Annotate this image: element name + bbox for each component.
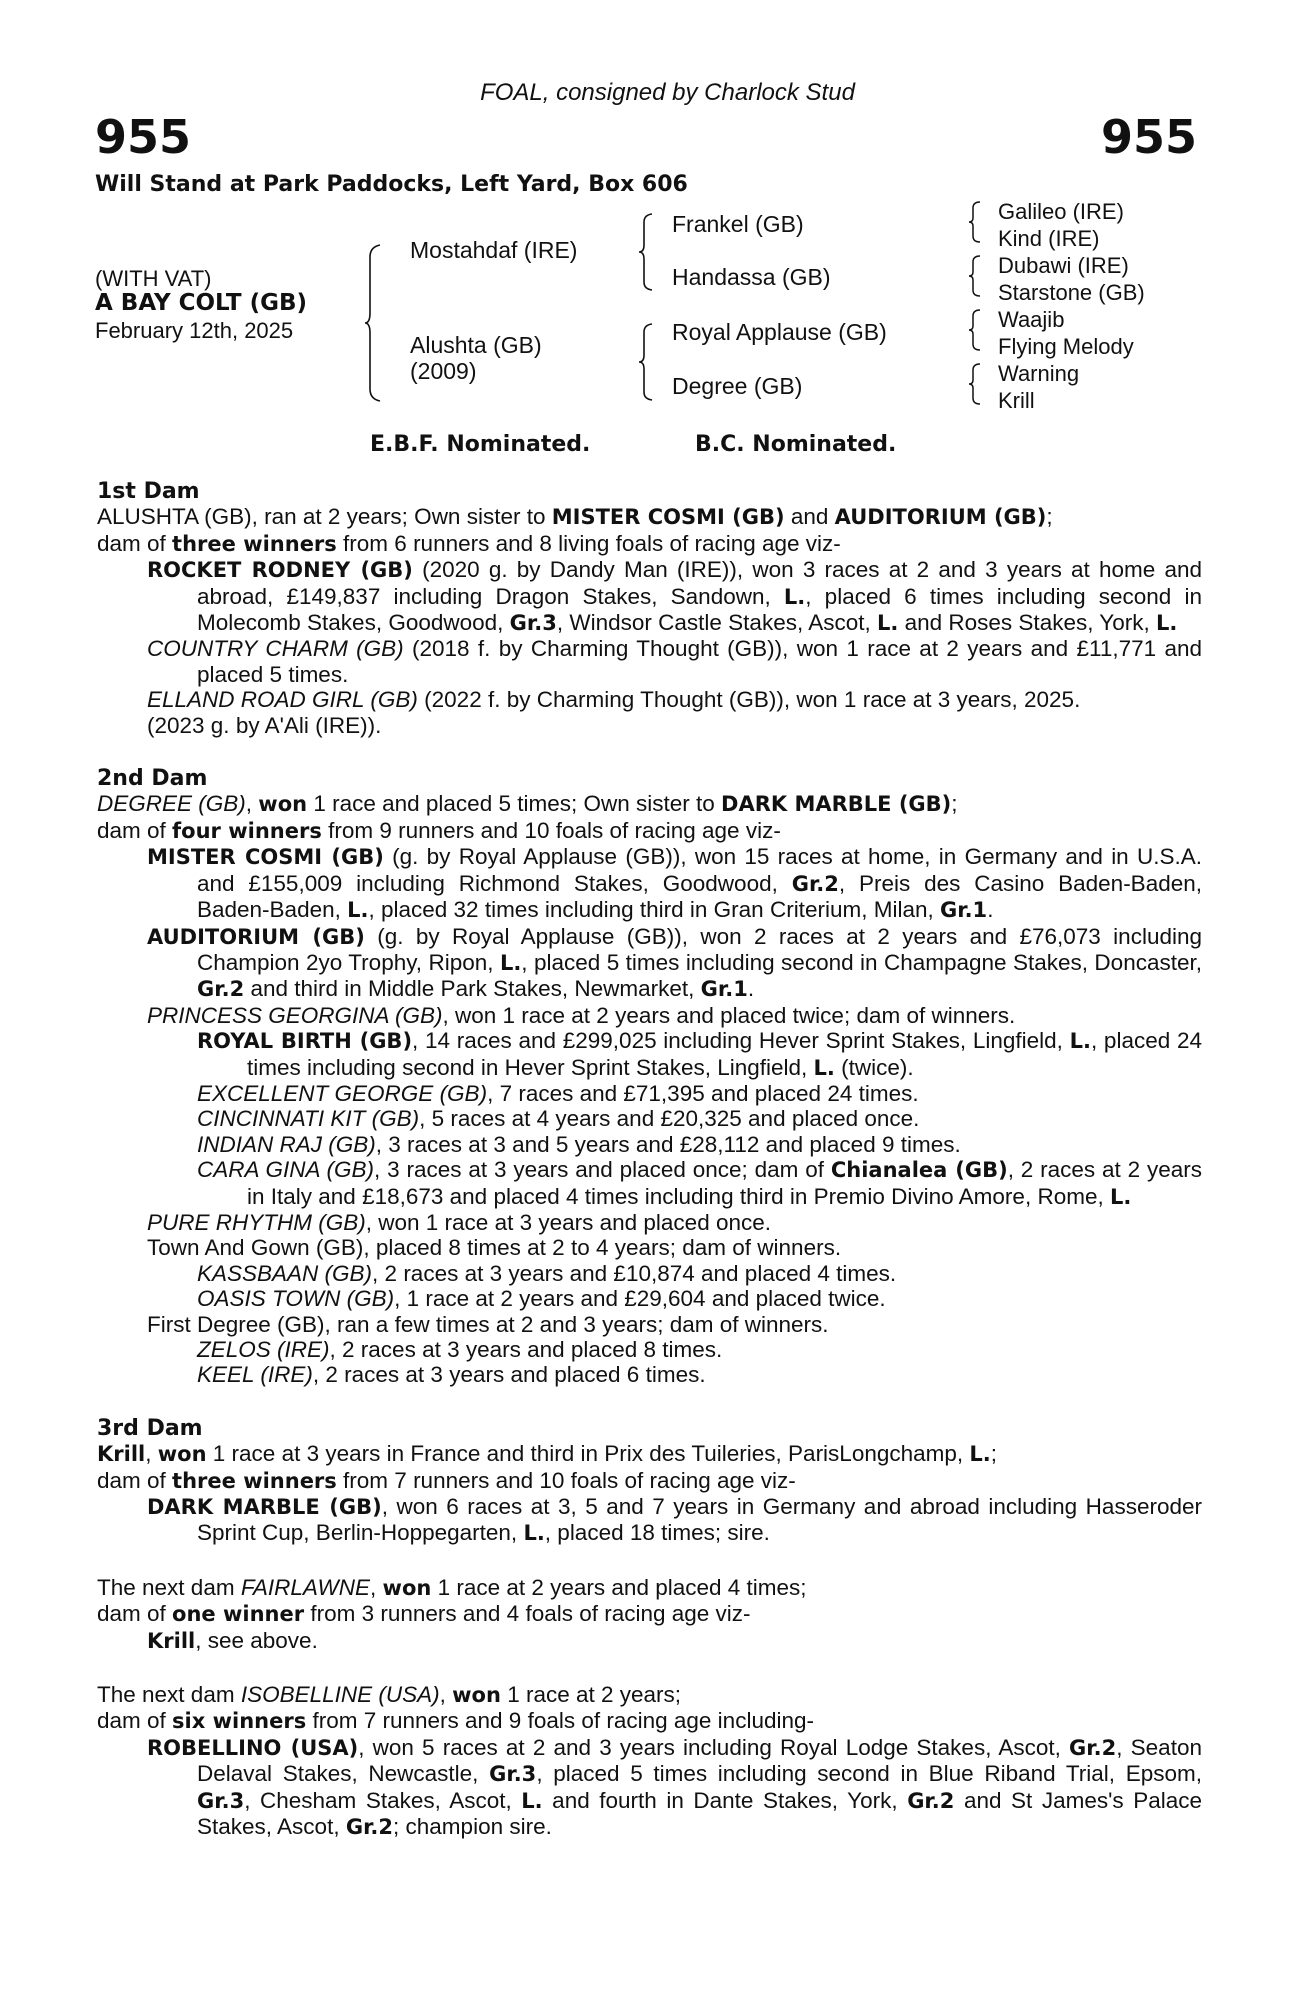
pedigree-brace-g3-1 (968, 200, 982, 244)
sire-dam: Handassa (GB) (672, 264, 831, 290)
next-dam-fairlawne-line2: dam of one winner from 3 runners and 4 foals of racing age viz- (97, 1601, 751, 1627)
lot-number-right: 955 (1100, 110, 1197, 164)
pedigree-brace-dam (638, 322, 656, 402)
sire-name: Mostahdaf (IRE) (410, 237, 578, 263)
progeny-royal-birth: ROYAL BIRTH (GB), 14 races and £299,025 including Hever Sprint Stakes, Lingfield, L., placed 24 times including second in Hever Sprint Stakes, Lingfield, L. (twice). (197, 1028, 1202, 1080)
horse-dob: February 12th, 2025 (95, 318, 294, 343)
dam-year: (2009) (410, 358, 477, 384)
first-dam-heading: 1st Dam (97, 479, 200, 504)
progeny-dark-marble: DARK MARBLE (GB), won 6 races at 3, 5 and 7 years in Germany and abroad including Hasseroder Sprint Cup, Berlin-Hoppegarten, L., placed 18 times; sire. (147, 1494, 1202, 1546)
second-dam-line1: DEGREE (GB), won 1 race and placed 5 times; Own sister to DARK MARBLE (GB); (97, 791, 958, 817)
g3-krill: Krill (998, 388, 1035, 413)
third-dam-line1: Krill, won 1 race at 3 years in France and third in Prix des Tuileries, ParisLongchamp, L.; (97, 1441, 998, 1467)
first-dam-line1: ALUSHTA (GB), ran at 2 years; Own sister to MISTER COSMI (GB) and AUDITORIUM (GB); (97, 504, 1053, 530)
catalogue-body (97, 479, 1202, 1841)
stand-location: Will Stand at Park Paddocks, Left Yard, Box 606 (95, 172, 688, 197)
progeny-elland-road-girl: ELLAND ROAD GIRL (GB) (2022 f. by Charming Thought (GB)), won 1 race at 3 years, 2025. (147, 687, 1081, 713)
third-dam-heading: 3rd Dam (97, 1415, 203, 1441)
ebf-nominated: E.B.F. Nominated. (370, 432, 591, 457)
bc-nominated: B.C. Nominated. (695, 432, 897, 457)
progeny-keel: KEEL (IRE), 2 races at 3 years and placed 6 times. (197, 1362, 706, 1388)
vat-label: (WITH VAT) (95, 266, 212, 291)
dam-dam: Degree (GB) (672, 373, 803, 399)
dam-sire: Royal Applause (GB) (672, 319, 887, 345)
progeny-cincinnati-kit: CINCINNATI KIT (GB), 5 races at 4 years and £20,325 and placed once. (197, 1106, 920, 1132)
lot-number-left: 955 (95, 110, 192, 164)
g3-waajib: Waajib (998, 307, 1065, 332)
next-dam-isobelline-line1: The next dam ISOBELLINE (USA), won 1 race at 2 years; (97, 1682, 682, 1708)
progeny-indian-raj: INDIAN RAJ (GB), 3 races at 3 and 5 years and £28,112 and placed 9 times. (197, 1131, 961, 1157)
g3-kind: Kind (IRE) (998, 226, 1100, 251)
pedigree-brace-main (364, 243, 384, 403)
consignor-subtitle: FOAL, consigned by Charlock Stud (480, 79, 855, 106)
progeny-town-and-gown: Town And Gown (GB), placed 8 times at 2 to 4 years; dam of winners. (147, 1235, 842, 1261)
g3-warning: Warning (998, 361, 1080, 386)
progeny-rocket-rodney: ROCKET RODNEY (GB) (2020 g. by Dandy Man (IRE)), won 3 races at 2 and 3 years at home and abroad, £149,837 including Dragon Stakes, Sandown, L., placed 6 times including second in Molecomb Stakes, Goodwood, Gr.3, Windsor Castle Stakes, Ascot, L. and Roses Stakes, York, L. (147, 557, 1202, 636)
pedigree-brace-sire (638, 212, 656, 292)
g3-starstone: Starstone (GB) (998, 280, 1145, 305)
sire-sire: Frankel (GB) (672, 211, 804, 237)
progeny-excellent-george: EXCELLENT GEORGE (GB), 7 races and £71,395 and placed 24 times. (197, 1080, 919, 1106)
first-dam-line2: dam of three winners from 6 runners and 8 living foals of racing age viz- (97, 530, 841, 556)
dam-name: Alushta (GB) (410, 332, 542, 358)
progeny-first-degree: First Degree (GB), ran a few times at 2 and 3 years; dam of winners. (147, 1311, 829, 1337)
next-dam-fairlawne-line1: The next dam FAIRLAWNE, won 1 race at 2 years and placed 4 times; (97, 1574, 807, 1600)
progeny-princess-georgina: PRINCESS GEORGINA (GB), won 1 race at 2 years and placed twice; dam of winners. (147, 1002, 1016, 1028)
progeny-krill: Krill, see above. (147, 1627, 318, 1653)
third-dam-line2: dam of three winners from 7 runners and 10 foals of racing age viz- (97, 1467, 796, 1493)
progeny-auditorium: AUDITORIUM (GB) (g. by Royal Applause (GB)), won 2 races at 2 years and £76,073 including Champion 2yo Trophy, Ripon, L., placed 5 times including second in Champagne Stakes, Doncaster, Gr.2 and third in Middle Park Stakes, Newmarket, Gr.1. (147, 923, 1202, 1002)
pedigree-brace-g3-2 (968, 254, 982, 298)
progeny-oasis-town: OASIS TOWN (GB), 1 race at 2 years and £29,604 and placed twice. (197, 1286, 886, 1312)
pedigree-brace-g3-3 (968, 308, 982, 352)
second-dam-heading: 2nd Dam (97, 766, 208, 792)
progeny-country-charm: COUNTRY CHARM (GB) (2018 f. by Charming Thought (GB)), won 1 race at 2 years and £11,771 and placed 5 times. (147, 636, 1203, 687)
pedigree-brace-g3-4 (968, 362, 982, 406)
progeny-cara-gina: CARA GINA (GB), 3 races at 3 years and placed once; dam of Chianalea (GB), 2 races at 2 years in Italy and £18,673 and placed 4 times including third in Premio Divino Amore, Rome, L. (197, 1157, 1203, 1209)
progeny-mister-cosmi: MISTER COSMI (GB) (g. by Royal Applause (GB)), won 15 races at home, in Germany and in U.S.A. and £155,009 including Richmond Stakes, Goodwood, Gr.2, Preis des Casino Baden-Baden, Baden-Baden, L., placed 32 times including third in Gran Criterium, Milan, Gr.1. (147, 844, 1202, 923)
second-dam-line2: dam of four winners from 9 runners and 10 foals of racing age viz- (97, 817, 781, 843)
progeny-kassbaan: KASSBAAN (GB), 2 races at 3 years and £10,874 and placed 4 times. (197, 1260, 897, 1286)
progeny-zelos: ZELOS (IRE), 2 races at 3 years and placed 8 times. (197, 1337, 723, 1362)
progeny-robellino: ROBELLINO (USA), won 5 races at 2 and 3 years including Royal Lodge Stakes, Ascot, Gr.2, Seaton Delaval Stakes, Newcastle, Gr.3, placed 5 times including second in Blue Riband Trial, Epsom, Gr.3, Chesham Stakes, Ascot, L. and fourth in Dante Stakes, York, Gr.2 and St James's Palace Stakes, Ascot, Gr.2; champion sire. (147, 1734, 1202, 1840)
progeny-pure-rhythm: PURE RHYTHM (GB), won 1 race at 3 years and placed once. (147, 1209, 772, 1235)
g3-dubawi: Dubawi (IRE) (998, 253, 1129, 278)
progeny-aali-gelding: (2023 g. by A'Ali (IRE)). (147, 712, 382, 738)
horse-name: A BAY COLT (GB) (95, 290, 308, 316)
next-dam-isobelline-line2: dam of six winners from 7 runners and 9 foals of racing age including- (97, 1708, 814, 1734)
g3-flying-melody: Flying Melody (998, 334, 1134, 359)
g3-galileo: Galileo (IRE) (998, 199, 1124, 224)
